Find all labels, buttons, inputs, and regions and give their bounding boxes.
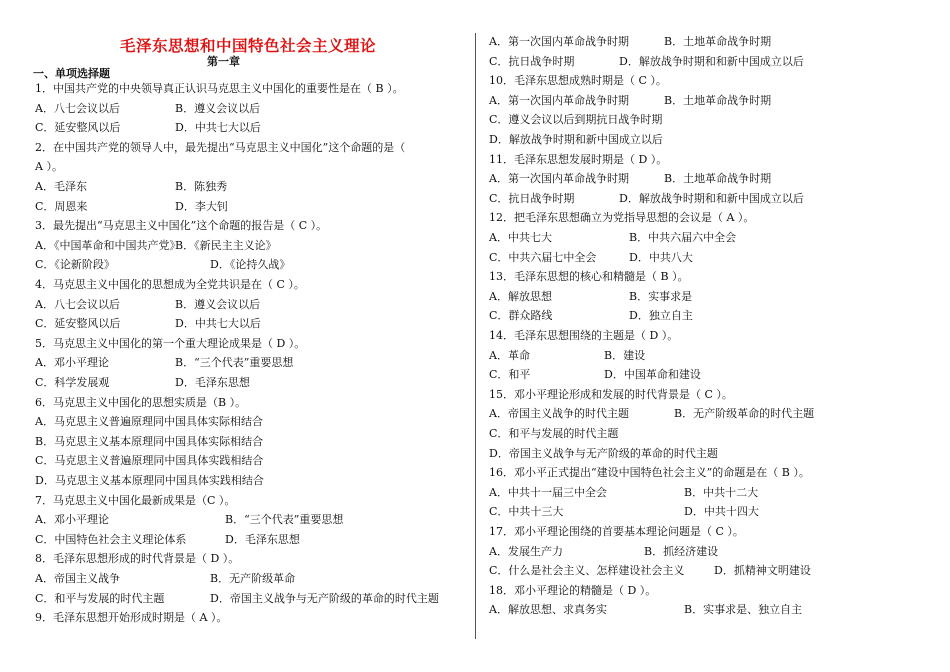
answer-option: B．土地革命战争时期 xyxy=(664,35,772,48)
answer-option: A．帝国主义战争的时代主题 xyxy=(489,407,629,421)
answer-option: B．中共六届六中全会 xyxy=(629,231,737,244)
answer-option: C．中共十三大 xyxy=(489,505,564,519)
answer-option: A．第一次国内革命战争时期 xyxy=(489,35,629,48)
answer-option: C．什么是社会主义、怎样建设社会主义 xyxy=(489,564,685,578)
answer-option: B．土地革命战争时期 xyxy=(664,172,772,186)
answer-option: A．第一次国内革命战争时期 xyxy=(489,172,629,186)
answer-option: D．解放战争时期和新中国成立以后 xyxy=(489,133,663,146)
question-text: 18．邓小平理论的精髓是（ D ）。 xyxy=(489,583,657,597)
question-text: 5．马克思主义中国化的第一个重大理论成果是（ D ）。 xyxy=(35,336,306,350)
answer-option: C．抗日战争时期 xyxy=(489,191,575,205)
question-text: 16．邓小平正式提出“建设中国特色社会主义”的命题是在（ B ）。 xyxy=(489,466,810,480)
answer-option: C．科学发展观 xyxy=(35,376,110,389)
answer-option: B．无产阶级革命 xyxy=(210,572,296,585)
question-text: 14．毛泽东思想围绕的主题是（ D ）。 xyxy=(489,329,679,342)
answer-option: C．中共六届七中全会 xyxy=(489,250,597,264)
answer-option: C．中国特色社会主义理论体系 xyxy=(35,532,187,546)
answer-option: B．“三个代表”重要思想 xyxy=(225,513,344,527)
answer-option: B．中共十二大 xyxy=(684,485,759,499)
answer-option: B．建设 xyxy=(604,348,646,362)
answer-option: B．“三个代表”重要思想 xyxy=(175,356,294,370)
question-text: 6．马克思主义中国化的思想实质是（B ）。 xyxy=(35,395,247,409)
answer-option: A．邓小平理论 xyxy=(35,356,109,370)
answer-option: C．《论新阶段》 xyxy=(35,258,115,272)
answer-option: D．中国革命和建设 xyxy=(604,368,701,382)
answer-option: A．中共七大 xyxy=(489,231,552,244)
question-text-continued: A ）。 xyxy=(35,160,63,174)
answer-option: D．中共八大 xyxy=(629,250,693,264)
answer-option: D．帝国主义战争与无产阶级的革命的时代主题 xyxy=(489,446,718,460)
answer-option: D．独立自主 xyxy=(629,309,693,323)
question-text: 10．毛泽东思想成熟时期是（ C ）。 xyxy=(489,74,667,88)
answer-option: D．抓精神文明建设 xyxy=(714,564,811,578)
answer-option: A．毛泽东 xyxy=(35,180,87,193)
answer-option: B．实事求是、独立自主 xyxy=(684,603,803,617)
question-text: 2．在中国共产党的领导人中，最先提出“马克思主义中国化”这个命题的是（ xyxy=(35,140,406,154)
answer-option: C．遵义会议以后到期抗日战争时期 xyxy=(489,113,663,127)
answer-option: D．帝国主义战争与无产阶级的革命的时代主题 xyxy=(210,591,439,605)
answer-option: C．群众路线 xyxy=(489,309,553,323)
answer-option: C．和平 xyxy=(489,368,531,382)
answer-option: A．邓小平理论 xyxy=(35,513,109,527)
answer-option: A．革命 xyxy=(489,348,530,362)
answer-option: B．马克思主义基本原理同中国具体实际相结合 xyxy=(35,434,264,448)
answer-option: C．抗日战争时期 xyxy=(489,54,575,68)
answer-option: C．周恩来 xyxy=(35,199,88,213)
question-text: 8．毛泽东思想形成的时代背景是（ D ）。 xyxy=(35,552,240,566)
question-text: 15．邓小平理论形成和发展的时代背景是（ C ）。 xyxy=(489,387,733,401)
answer-option: D．《论持久战》 xyxy=(210,258,291,272)
question-text: 13．毛泽东思想的核心和精髓是（ B ）。 xyxy=(489,270,689,284)
answer-option: A．八七会议以后 xyxy=(35,101,120,115)
answer-option: D．毛泽东思想 xyxy=(175,376,250,389)
answer-option: D．中共七大以后 xyxy=(175,121,261,135)
answer-option: D．解放战争时期和和新中国成立以后 xyxy=(619,191,804,205)
answer-option: A．八七会议以后 xyxy=(35,297,120,311)
answer-option: A．中共十一届三中全会 xyxy=(489,485,607,499)
answer-option: B．抓经济建设 xyxy=(644,544,719,558)
answer-option: A．帝国主义战争 xyxy=(35,572,120,585)
answer-option: B．遵义会议以后 xyxy=(175,101,261,115)
answer-option: D．李大钊 xyxy=(175,199,228,213)
answer-option: D．中共七大以后 xyxy=(175,317,261,331)
answer-option: B．《新民主主义论》 xyxy=(175,238,277,252)
answer-option: C．和平与发展的时代主题 xyxy=(35,591,165,605)
question-text: 4．马克思主义中国化的思想成为全党共识是在（ C ）。 xyxy=(35,278,305,291)
answer-option: D．解放战争时期和和新中国成立以后 xyxy=(619,54,804,68)
answer-option: A．解放思想、求真务实 xyxy=(489,603,607,617)
chapter-heading: 第一章 xyxy=(207,55,240,68)
answer-option: B．实事求是 xyxy=(629,289,693,303)
question-text: 11．毛泽东思想发展时期是（ D ）。 xyxy=(489,152,668,166)
answer-option: B．遵义会议以后 xyxy=(175,297,261,311)
answer-option: A．第一次国内革命战争时期 xyxy=(489,93,629,107)
answer-option: C．延安整风以后 xyxy=(35,121,121,135)
answer-option: B．土地革命战争时期 xyxy=(664,93,772,107)
question-text: 7．马克思主义中国化最新成果是（C ）。 xyxy=(35,493,236,507)
answer-option: A．解放思想 xyxy=(489,289,552,303)
answer-option: B．陈独秀 xyxy=(175,180,228,193)
answer-option: A．发展生产力 xyxy=(489,544,563,558)
question-text: 1．中国共产党的中央领导真正认识马克思主义中国化的重要性是在（ B ）。 xyxy=(35,82,404,95)
answer-option: C．马克思主义普遍原理同中国具体实践相结合 xyxy=(35,454,264,468)
question-text: 3．最先提出“马克思主义中国化”这个命题的报告是（ C ）。 xyxy=(35,219,328,233)
question-text: 12．把毛泽东思想确立为党指导思想的会议是（ A ）。 xyxy=(489,211,755,225)
column-divider xyxy=(475,33,476,639)
question-text: 9．毛泽东思想开始形成时期是（ A ）。 xyxy=(35,611,228,625)
answer-option: A．《中国革命和中国共产党》 xyxy=(35,238,181,252)
answer-option: D．马克思主义基本原理同中国具体实践相结合 xyxy=(35,474,264,487)
section-heading: 一、单项选择题 xyxy=(33,67,110,80)
answer-option: A．马克思主义普遍原理同中国具体实际相结合 xyxy=(35,415,263,429)
question-text: 17．邓小平理论围绕的首要基本理论问题是（ C ）。 xyxy=(489,525,744,538)
answer-option: D．中共十四大 xyxy=(684,505,759,519)
answer-option: D．毛泽东思想 xyxy=(225,532,300,546)
document-title: 毛泽东思想和中国特色社会主义理论 xyxy=(120,36,377,55)
answer-option: C．延安整风以后 xyxy=(35,317,121,331)
answer-option: C．和平与发展的时代主题 xyxy=(489,427,619,440)
answer-option: B．无产阶级革命的时代主题 xyxy=(674,407,815,421)
